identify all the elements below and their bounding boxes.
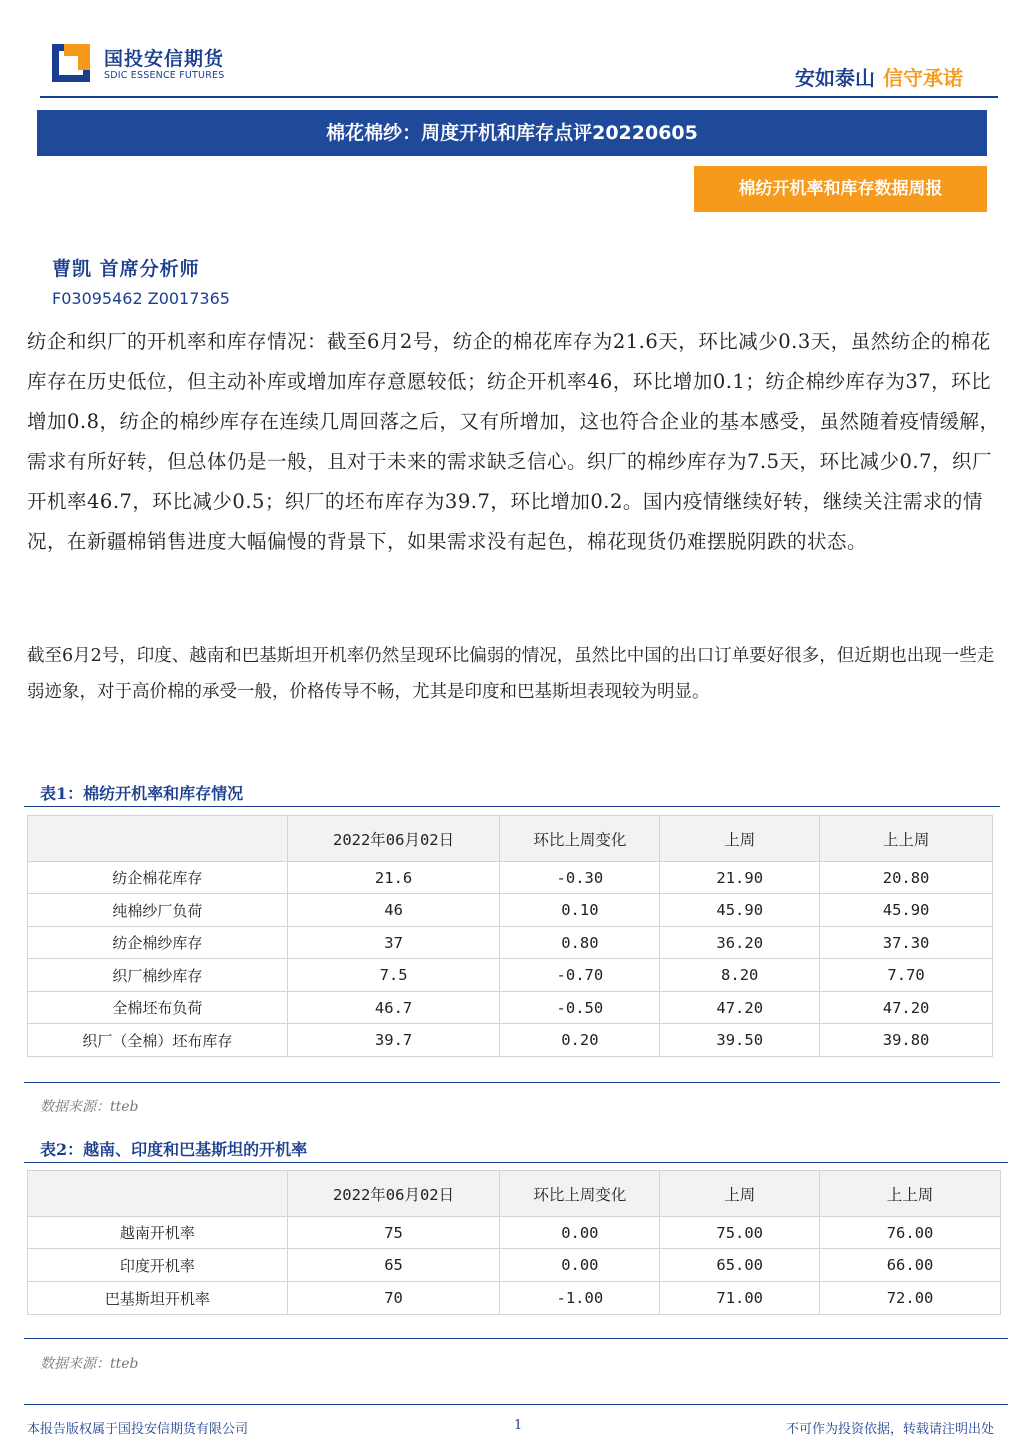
table-cell: 66.00 [820,1249,1001,1282]
slogan [795,62,963,91]
table-row [28,862,993,894]
table-row [28,992,993,1024]
logo-english-name: SDIC ESSENCE FUTURES [104,70,225,81]
table-cell: 65.00 [660,1249,820,1282]
table-cell: -1.00 [500,1282,660,1315]
row-label: 印度开机率 [28,1249,288,1282]
table1-header-cell: 环比上周变化 [500,816,660,862]
table1-title: 表1：棉纺开机率和库存情况 [40,784,244,803]
page-number: 1 [514,1418,523,1433]
table-row [28,959,993,992]
table-cell: 76.00 [820,1217,1001,1249]
table-cell: -0.70 [500,959,660,992]
table2-bottom-rule [24,1338,1008,1339]
footer-copyright: 本报告版权属于国投安信期货有限公司 [27,1422,249,1437]
slogan-part1: 安如泰山 [795,66,875,90]
table-cell: 21.90 [660,862,820,894]
table-cell: 0.80 [500,927,660,959]
table1-header-row [28,816,993,862]
table2-header-cell [28,1171,288,1217]
table2-title: 表2：越南、印度和巴基斯坦的开机率 [40,1140,308,1159]
table1-bottom-rule [24,1082,1000,1083]
body-paragraph-2: 截至6月2号，印度、越南和巴基斯坦开机率仍然呈现环比偏弱的情况，虽然比中国的出口订单要好很多，但近期也出现一些走弱迹象，对于高价棉的承受一般，价格传导不畅，尤其是印度和巴基斯坦表现较为明显。 [27,646,995,702]
table-cell: 75 [287,1217,500,1249]
table-cell: 0.00 [500,1217,660,1249]
table-cell: 46 [287,894,500,927]
table2-header-cell: 2022年06月02日 [287,1171,500,1217]
row-label: 全棉坯布负荷 [28,992,288,1024]
author-name: 曹凯 首席分析师 [52,258,200,280]
logo-chinese-name: 国投安信期货 [104,48,225,70]
table-cell: 21.6 [287,862,500,894]
row-label: 越南开机率 [28,1217,288,1249]
table1-header-cell: 2022年06月02日 [287,816,500,862]
table2-header-cell: 上周 [660,1171,820,1217]
table-cell: 37 [287,927,500,959]
table-cell: 75.00 [660,1217,820,1249]
table-row [28,1217,1001,1249]
slogan-part2: 信守承诺 [883,66,963,90]
footer-disclaimer: 不可作为投资依据，转载请注明出处 [785,1422,994,1437]
header-divider [40,96,998,98]
table-cell: 45.90 [660,894,820,927]
table-cell: 47.20 [660,992,820,1024]
row-label: 纺企棉花库存 [28,862,288,894]
table-cell: 39.80 [820,1024,993,1057]
report-subtitle: 棉纺开机率和库存数据周报 [694,166,987,212]
table-cell: -0.30 [500,862,660,894]
table-row [28,1282,1001,1315]
table-cell: 7.70 [820,959,993,992]
row-label: 织厂棉纱库存 [28,959,288,992]
table-cell: 46.7 [287,992,500,1024]
row-label: 纯棉纱厂负荷 [28,894,288,927]
table-cell: 0.00 [500,1249,660,1282]
table1-header-cell [28,816,288,862]
table2-header-cell: 上上周 [820,1171,1001,1217]
table-row [28,1249,1001,1282]
table1-top-rule [24,806,1000,807]
table-cell: 20.80 [820,862,993,894]
row-label: 织厂（全棉）坯布库存 [28,1024,288,1057]
table-cell: 39.50 [660,1024,820,1057]
company-logo [52,40,252,88]
table-cell: -0.50 [500,992,660,1024]
footer-divider [24,1404,1008,1405]
table-row [28,894,993,927]
report-title: 棉花棉纱：周度开机和库存点评20220605 [37,110,987,156]
logo-mark-icon [52,44,90,82]
row-label: 巴基斯坦开机率 [28,1282,288,1315]
table-cell: 71.00 [660,1282,820,1315]
table-cell: 0.20 [500,1024,660,1057]
table2-source: 数据来源：tteb [40,1356,139,1372]
body-paragraph-1: 纺企和织厂的开机率和库存情况：截至6月2号，纺企的棉花库存为21.6天，环比减少0.3天，虽然纺企的棉花库存在历史低位，但主动补库或增加库存意愿较低；纺企开机率46，环比增加0.1；纺企棉纱库存为37，环比增加0.8，纺企的棉纱库存在连续几周回落之后，又有所增加，这也符合企业的基本感受，虽然随着疫情缓解，需求有所好转，但总体仍是一般，且对于未来的需求缺乏信心。织厂的棉纱库存为7.5天，环比减少0.7，织厂开机率46.7，环比减少0.5；织厂的坯布库存为39.7，环比增加0.2。国内疫情继续好转，继续关注需求的情况，在新疆棉销售进度大幅偏慢的背景下，如果需求没有起色，棉花现货仍难摆脱阴跌的状态。 [27,330,1000,553]
table-cell: 39.7 [287,1024,500,1057]
table-cell: 7.5 [287,959,500,992]
table2-header-cell: 环比上周变化 [500,1171,660,1217]
table-cell: 45.90 [820,894,993,927]
table1-header-cell: 上上周 [820,816,993,862]
table2-header-row [28,1171,1001,1217]
table1-header-cell: 上周 [660,816,820,862]
table1-source: 数据来源：tteb [40,1099,139,1115]
author-codes: F03095462 Z0017365 [52,289,230,308]
row-label: 纺企棉纱库存 [28,927,288,959]
table-cell: 8.20 [660,959,820,992]
table-row [28,927,993,959]
table-cell: 37.30 [820,927,993,959]
table-cell: 72.00 [820,1282,1001,1315]
table2-top-rule [24,1162,1008,1163]
table1 [27,815,993,1057]
table-row [28,1024,993,1057]
table-cell: 70 [287,1282,500,1315]
table-cell: 47.20 [820,992,993,1024]
table-cell: 36.20 [660,927,820,959]
table2 [27,1170,1001,1315]
table-cell: 65 [287,1249,500,1282]
table-cell: 0.10 [500,894,660,927]
